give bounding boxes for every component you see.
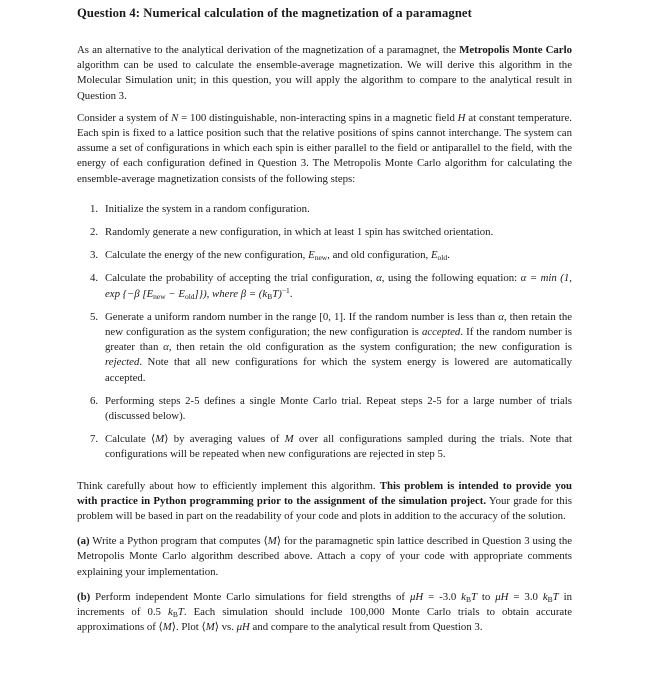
step-1: 1. Initialize the system in a random configuration. xyxy=(90,202,310,215)
part-a: (a) Write a Python program that computes ⟨M⟩ for the paramagnetic spin lattice described in Question 3 using the Metropolis Monte Carlo algorithm described above. Attach a copy of your code with appropriate comments explaining your implementation. xyxy=(77,535,573,578)
algorithm-steps xyxy=(77,202,572,463)
think-paragraph: Think carefully about how to efficiently implement this algorithm. This problem is intended to provide you with practice in Python programming prior to the assignment of the simulation project. Your grade for this problem will be based in part on the readability of your code and plots in addition to the accuracy of the solution. xyxy=(77,479,572,523)
part-b: (b) Perform independent Monte Carlo simulations for field strengths of μH = -3.0 $k_BT$ to μH = 3.0 $k_BT$ in increments of 0.5 $k_BT$. Each simulation should include 100,000 Monte Carlo trials to obtain accurate approximations of ⟨M⟩. Plot ⟨M⟩ vs. μH and compare to the analytical result from Question 3. xyxy=(77,590,572,634)
step-7: 7. Calculate ⟨M⟩ by averaging values of M over all configurations sampled during the trials. Note that configurations will be repeated when new configurations are rejected in step 5. xyxy=(90,433,572,461)
step-4: 4. Calculate the probability of accepting the trial configuration, α, using the following equation: α = min (1, exp {−β $[E_{new} - E_{old}]$}), where $\beta = (k_BT)^{-1}$. xyxy=(90,272,572,301)
step-2: 2. Randomly generate a new configuration, in which at least 1 spin has switched orientation. xyxy=(90,226,494,239)
question-title: Question 4: Numerical calculation of the magnetization of a paramagnet xyxy=(77,6,472,20)
intro-paragraph: As an alternative to the analytical derivation of the magnetization of a paramagnet, the Metropolis Monte Carlo algorithm can be used to calculate the ensemble-average magnetization. We will derive this algorithm in the Molecular Simulation unit; in this question, you will apply the algorithm to compare to the analytical result in Question 3. xyxy=(77,44,572,102)
system-paragraph: Consider a system of N = 100 distinguishable, non-interacting spins in a magnetic field H at constant temperature. Each spin is fixed to a lattice position such that the relative positions of spins cannot interchange. The system can assume a set of configurations in which each spin is either parallel to the field or antiparallel to the field, with the energy of each configuration defined in Question 3. The Metropolis Monte Carlo algorithm for calculating the ensemble-average magnetization consists of the following steps: xyxy=(77,111,573,185)
step-6: 6. Performing steps 2-5 defines a single Monte Carlo trial. Repeat steps 2-5 for a large number of trials (discussed below). xyxy=(90,394,572,423)
step-3: 3. Calculate the energy of the new configuration, $E_{new}$, and old configuration, $E_{old}$. xyxy=(90,249,450,263)
step-5: 5. Generate a uniform random number in the range [0, 1]. If the random number is less than α, then retain the new configuration as the system configuration; the new configuration is accepted. If the random number is greater than α, then retain the old configuration as the system configuration; the new configuration is rejected. Note that all new configurations for which the system energy is lowered are automatically accepted. xyxy=(90,310,573,384)
